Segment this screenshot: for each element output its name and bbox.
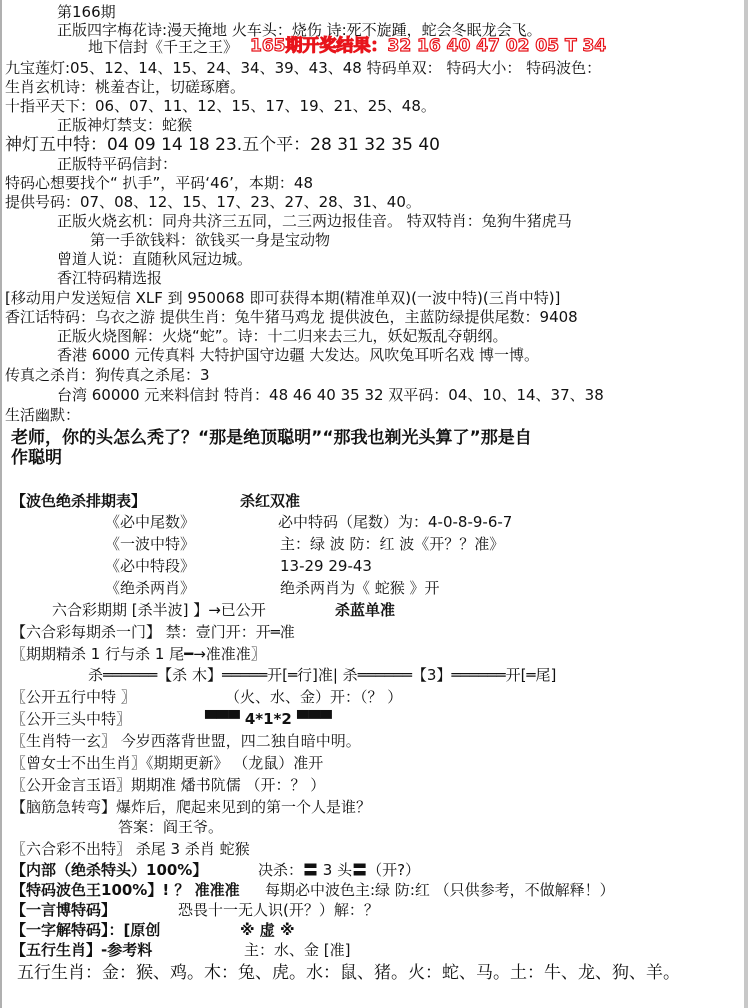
kill-blue-label: 杀蓝单准 bbox=[335, 601, 396, 619]
five-element-zodiac-value: 主：水、金 [准] bbox=[244, 941, 351, 959]
wave-value: 主：绿 波 防：红 波《开？？准》 bbox=[280, 535, 505, 553]
golden-words-line: 〖公开金言玉语〗期期准 燔书阬儒 （开：？ ） bbox=[11, 776, 326, 794]
one-word-label: 【一言博特码】 bbox=[11, 901, 117, 919]
segment-value: 13-29 29-43 bbox=[280, 557, 372, 575]
kill-door-line: 【六合彩每期杀一门】 禁：壹门开：开═准 bbox=[11, 623, 295, 641]
humor-text-1: 老师，你的头怎么秃了？“那是绝顶聪明”“那我也剃光头算了”那是自 bbox=[11, 428, 532, 448]
tail-value: 必中特码（尾数）为：4-0-8-9-6-7 bbox=[278, 513, 513, 531]
fire-mystery-line: 正版火烧玄机：同舟共济三五同，二三两边报佳音。 特双特肖：兔狗牛猪虎马 bbox=[57, 212, 572, 230]
taiwan-envelope-line: 台湾 60000 元来料信封 特肖：48 46 40 35 32 双平码：04、10、14、37、38 bbox=[57, 386, 604, 404]
tail-label: 《必中尾数》 bbox=[105, 513, 196, 531]
issue-number: 第166期 bbox=[57, 3, 116, 21]
ten-fingers-line: 十指平天下：06、07、11、12、15、17、19、21、25、48。 bbox=[5, 97, 436, 115]
underground-envelope: 地下信封《千王之王》 bbox=[88, 38, 239, 56]
ms-zeng-line: 〖曾女士不出生肖〗《期期更新》 （龙鼠）准开 bbox=[11, 754, 324, 772]
page-border-left bbox=[0, 0, 2, 1008]
color-kill-header: 【波色绝杀排期表】 bbox=[11, 492, 147, 510]
five-element-zodiac-label: 【五行生肖】-参考料 bbox=[11, 941, 153, 959]
one-char-label: 【一字解特码】：[原创 bbox=[11, 921, 161, 939]
xiangjiang-words-line: 香江话特码：乌衣之游 提供生肖：兔牛猪马鸡龙 提供波色，主蓝防绿提供尾数：9408 bbox=[5, 308, 578, 326]
xiangjiang-header: 香江特码精选报 bbox=[57, 269, 163, 287]
lamp-forbidden-line: 正版神灯禁支：蛇猴 bbox=[57, 116, 193, 134]
sms-promo-line: [移动用户发送短信 XLF 到 950068 即可获得本期(精准单双)(一波中特)(三肖中特)] bbox=[5, 289, 561, 307]
three-head-value: ▀▀▀ 4*1*2 ▀▀▀ bbox=[205, 710, 332, 728]
fax-kill-line: 传真之杀肖：狗传真之杀尾：3 bbox=[5, 366, 210, 384]
color-king-value: 每期必中波色主:绿 防:红 （只供参考，不做解释！） bbox=[265, 881, 615, 899]
flat-code-envelope: 正版特平码信封： bbox=[57, 155, 178, 173]
five-element-label: 〖公开五行中特 〗 bbox=[11, 688, 136, 706]
one-char-value: ※ 虚 ※ bbox=[240, 921, 295, 939]
three-head-label: 〖公开三头中特〗 bbox=[11, 710, 132, 728]
five-element-value: （火、水、金）开：（？ ） bbox=[225, 688, 403, 706]
color-king-label: 【特码波色王100%】! ？ 准准准 bbox=[11, 881, 240, 899]
first-hand-line: 第一手欲钱料：欲钱买一身是宝动物 bbox=[90, 231, 331, 249]
hongkong-fax-line: 香港 6000 元传真料 大特护国守边疆 大发达。风吹兔耳听名戏 博一博。 bbox=[57, 346, 540, 364]
internal-kill-value: 决杀：〓 3 头〓（开?） bbox=[258, 861, 421, 879]
draw-result-banner: 165期开奖结果：32 16 40 47 02 05 T 34 bbox=[250, 36, 607, 56]
provided-numbers-line: 提供号码：07、08、12、15、17、23、27、28、31、40。 bbox=[5, 193, 421, 211]
plum-poem-line: 正版四字梅花诗:漫天掩地 火车头：烧伤 诗:死不旋踵，蛇会冬眠龙会飞。 bbox=[57, 21, 542, 39]
lamp-five-line: 神灯五中特：04 09 14 18 23.五个平：28 31 32 35 40 bbox=[5, 135, 440, 155]
page-border-right bbox=[744, 0, 748, 1008]
kill-red-label: 杀红双准 bbox=[240, 492, 301, 510]
not-special-line: 〖六合彩不出特〗 杀尾 3 杀肖 蛇猴 bbox=[11, 840, 250, 858]
pickpocket-line: 特码心想要找个“ 扒手”，平码‘46’，本期：48 bbox=[5, 174, 314, 192]
zodiac-special-line: 〖生肖特一玄〗 今岁西落背世盟，四二独自暗中明。 bbox=[11, 732, 361, 750]
fire-diagram-line: 正版火烧图解：火烧“蛇”。诗：十二归来去三九，妖妃叛乱夺朝纲。 bbox=[57, 327, 508, 345]
brain-teaser-line: 【脑筋急转弯】爆炸后，爬起来见到的第一个人是谁？ bbox=[11, 798, 372, 816]
wave-label: 《一波中特》 bbox=[105, 535, 196, 553]
half-wave-line: 六合彩期期 [杀半波] 】→已公开 bbox=[52, 601, 266, 619]
brain-teaser-answer: 答案：阎王爷。 bbox=[118, 818, 224, 836]
one-word-value: 恐畏十一无人识(开？）解：？ bbox=[178, 901, 379, 919]
segment-label: 《必中特段》 bbox=[105, 557, 196, 575]
kill-two-label: 《绝杀两肖》 bbox=[105, 579, 196, 597]
lotus-lamp-line: 九宝莲灯:05、12、14、15、24、34、39、43、48 特码单双： 特码大小： 特码波色： bbox=[5, 59, 602, 77]
five-element-zodiac-list: 五行生肖：金：猴、鸡。木：兔、虎。水：鼠、猪。火：蛇、马。土：牛、龙、狗、羊。 bbox=[17, 963, 680, 983]
humor-text-2: 作聪明 bbox=[11, 448, 62, 468]
zeng-daoren-line: 曾道人说：直随秋风冠边城。 bbox=[57, 250, 253, 268]
kill-element-header: 〖期期精杀 1 行与杀 1 尾━→准准准〗 bbox=[11, 645, 266, 663]
humor-header: 生活幽默： bbox=[5, 406, 81, 424]
kill-two-value: 绝杀两肖为《 蛇猴 》开 bbox=[280, 579, 440, 597]
kill-element-line: 杀══════【杀 木】═════开[═行]准| 杀══════【3】══════开[═尾] bbox=[88, 666, 557, 684]
zodiac-poem-line: 生肖玄机诗：桃羞杏让，切磋琢磨。 bbox=[5, 78, 246, 96]
internal-kill-label: 【内部（绝杀特头）100%】 bbox=[11, 861, 208, 879]
